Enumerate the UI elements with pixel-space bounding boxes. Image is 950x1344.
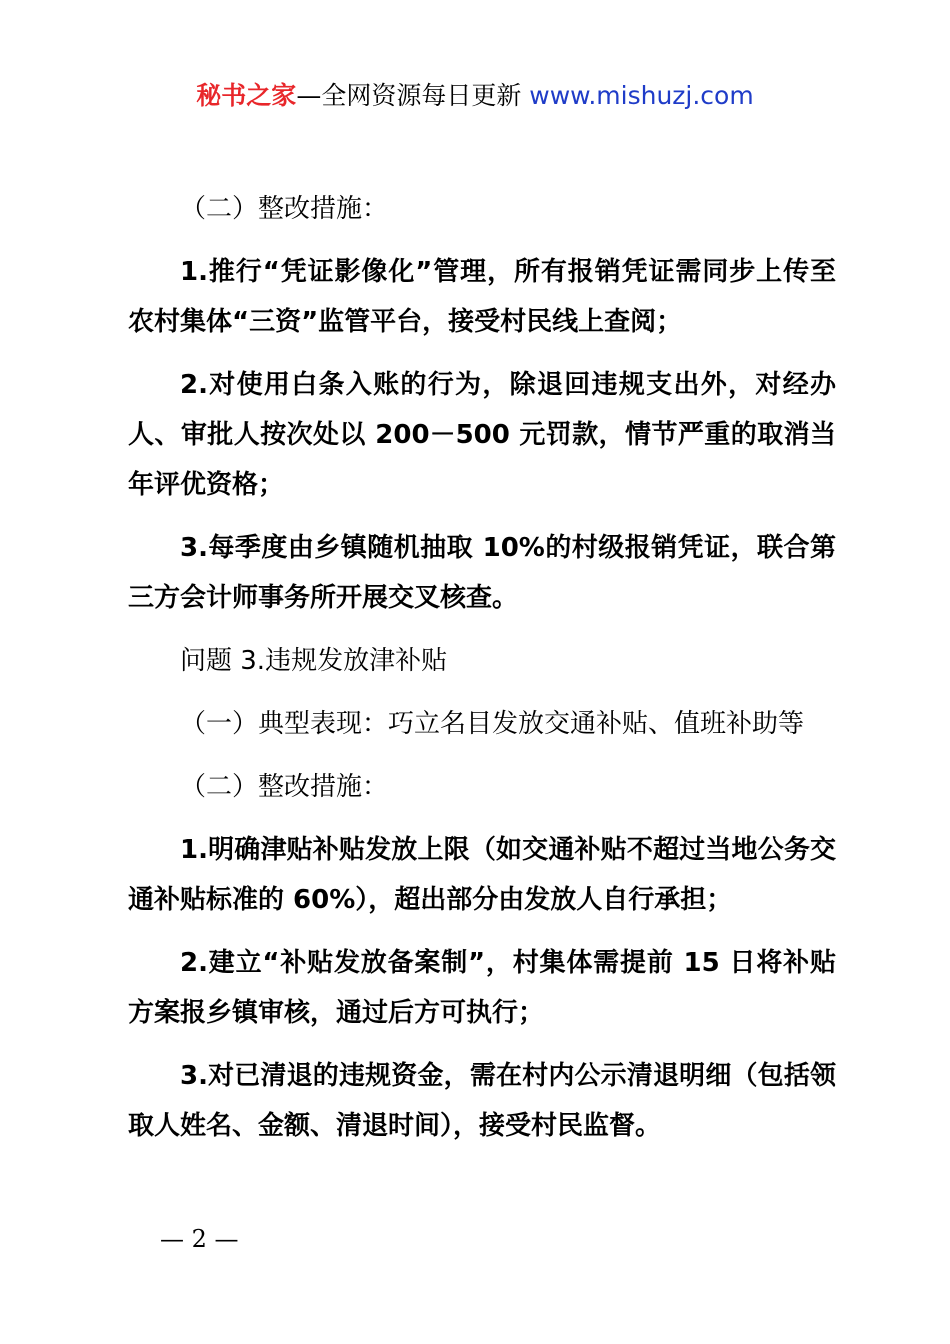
measure-item-2b: 2.建立“补贴发放备案制”，村集体需提前 15 日将补贴方案报乡镇审核，通过后方可执行； [128, 948, 836, 1028]
measure-item-1b: 1.明确津贴补贴发放上限（如交通补贴不超过当地公务交通补贴标准的 60%），超出部分由发放人自行承担； [128, 835, 836, 915]
site-url[interactable]: www.mishuzj.com [529, 81, 754, 110]
brand-name: 秘书之家 [196, 81, 297, 110]
document-body [128, 184, 836, 1164]
typical-manifestation: （一）典型表现：巧立名目发放交通补贴、值班补助等 [180, 709, 805, 739]
measure-item-3: 3.每季度由乡镇随机抽取 10%的村级报销凭证，联合第三方会计师事务所开展交叉核查。 [128, 533, 836, 613]
section-heading-measures-2: （二）整改措施： [180, 772, 389, 802]
measure-item-3b: 3.对已清退的违规资金，需在村内公示清退明细（包括领取人姓名、金额、清退时间），接受村民监督。 [128, 1061, 836, 1141]
problem-heading: 问题 3.违规发放津补贴 [180, 646, 448, 676]
page-number: — 2 — [160, 1225, 239, 1253]
site-header [0, 78, 950, 114]
measure-item-1: 1.推行“凭证影像化”管理，所有报销凭证需同步上传至农村集体“三资”监管平台，接受村民线上查阅； [128, 257, 836, 337]
header-slogan: —全网资源每日更新 [296, 81, 522, 110]
measure-item-2: 2.对使用白条入账的行为，除退回违规支出外，对经办人、审批人按次处以 200－500 元罚款，情节严重的取消当年评优资格； [128, 370, 836, 500]
section-heading-measures: （二）整改措施： [180, 194, 389, 224]
